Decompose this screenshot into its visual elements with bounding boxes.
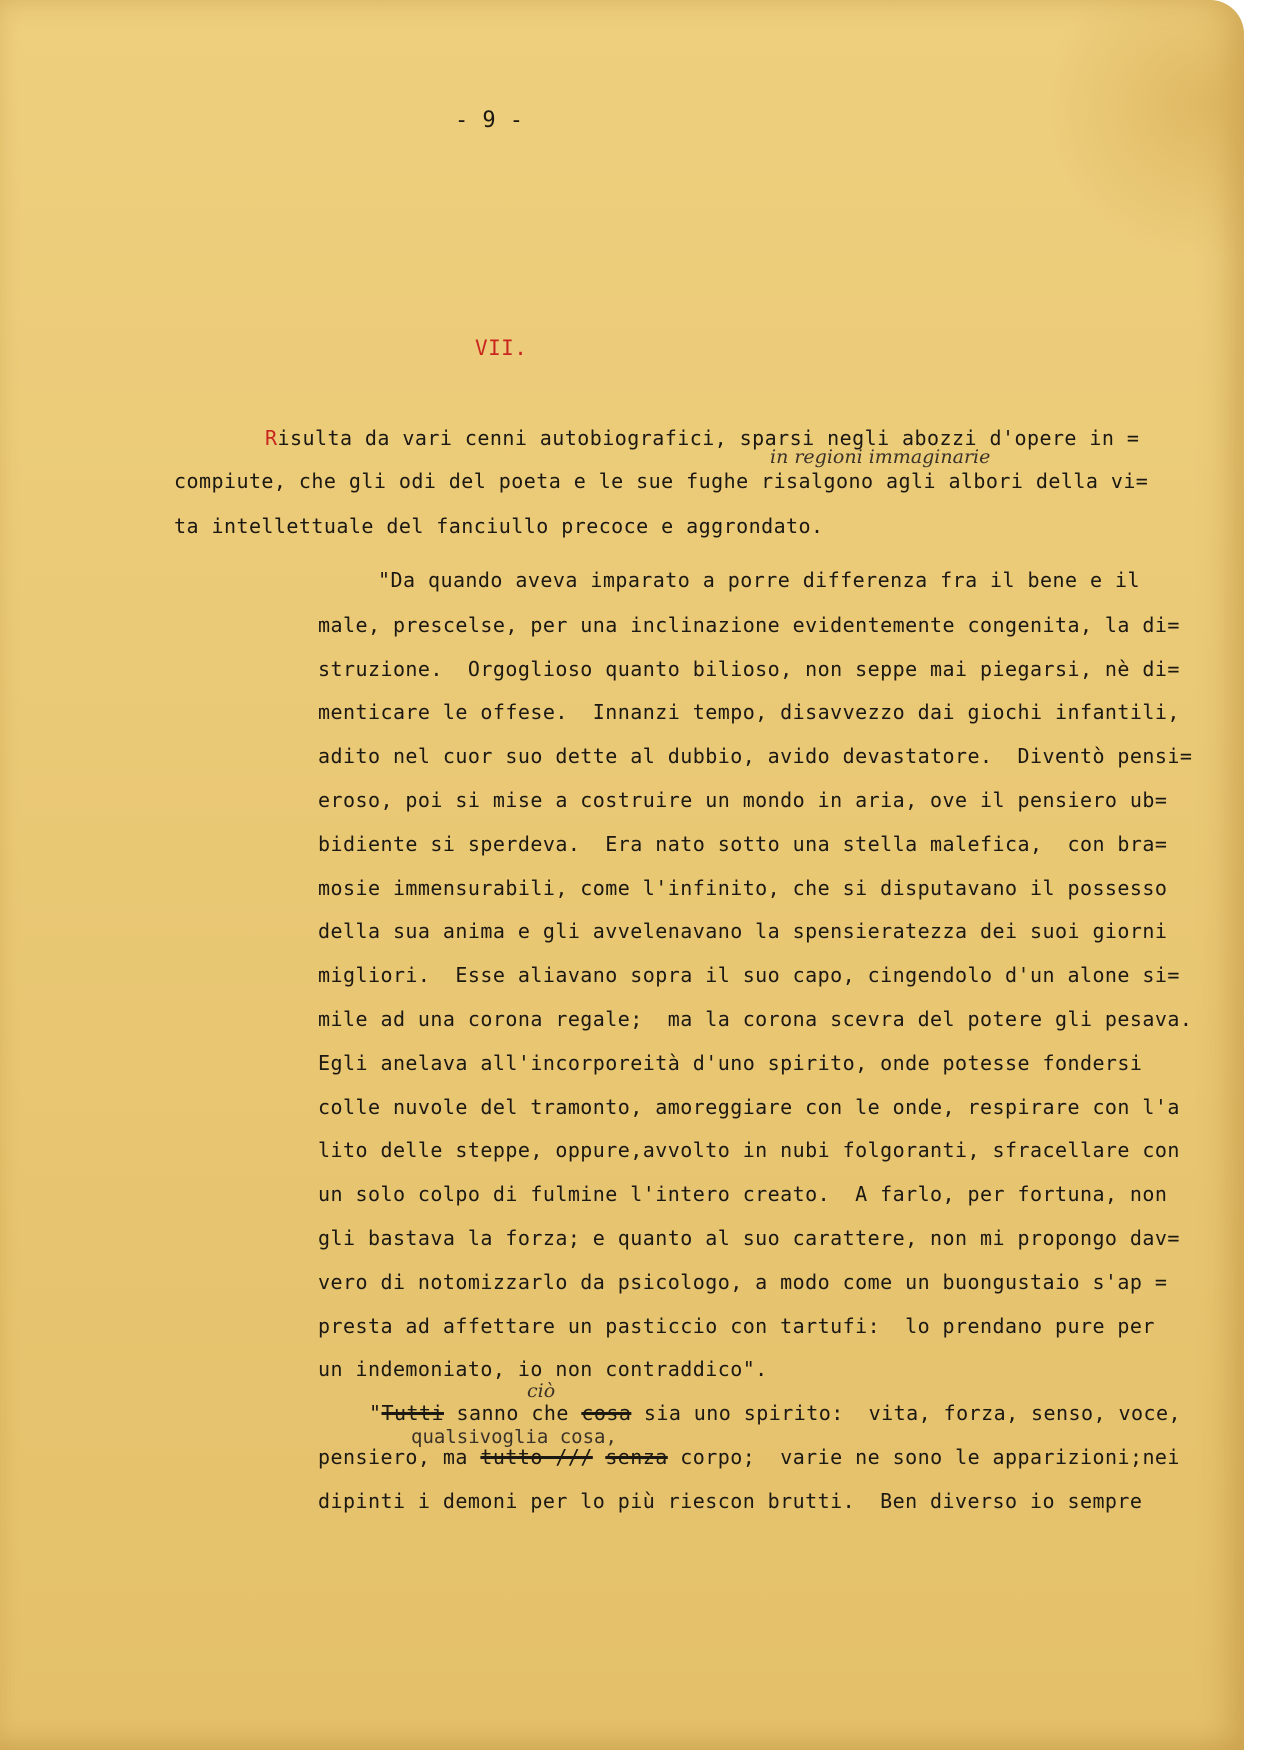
para2-text-b: che — [531, 1401, 582, 1425]
paper-stain — [1044, 0, 1244, 260]
quote-line-1: "Da quando aveva imparato a porre differenza fra il bene e il — [378, 568, 1140, 592]
para2-text-a: sanno — [443, 1401, 532, 1425]
struck-word-cosa: cosa — [581, 1401, 632, 1425]
quote-line-10: migliori. Esse aliavano sopra il suo capo, cingendolo d'un alone si= — [318, 963, 1180, 987]
para2-line-2 — [318, 1447, 1180, 1467]
quote-line-6: eroso, poi si mise a costruire un mondo in aria, ove il pensiero ub= — [318, 788, 1168, 812]
handwritten-insertion-1: in regioni immaginarie — [770, 446, 991, 468]
quote-line-2: male, prescelse, per una inclinazione evidentemente congenita, la di= — [318, 613, 1180, 637]
para2-line-2-c: corpo; varie ne sono le apparizioni;nei — [667, 1445, 1180, 1469]
para2-line-2-b — [593, 1445, 606, 1469]
intro-line-3: ta intellettuale del fanciullo precoce e aggrondato. — [174, 514, 824, 538]
quote-line-15: un solo colpo di fulmine l'intero creato. A farlo, per fortuna, non — [318, 1182, 1168, 1206]
quote-line-5: adito nel cuor suo dette al dubbio, avido devastatore. Diventò pensi= — [318, 744, 1193, 768]
quote-line-9: della sua anima e gli avvelenavano la spensieratezza dei suoi giorni — [318, 919, 1168, 943]
para2-line-1 — [369, 1403, 1181, 1423]
para2-text-c: sia uno spirito: vita, forza, senso, voce, — [631, 1401, 1181, 1425]
struck-word-tutti: Tutti — [381, 1401, 444, 1425]
chapter-heading: VII. — [475, 336, 528, 360]
quote-line-13: colle nuvole del tramonto, amoreggiare con le onde, respirare con l'a — [318, 1095, 1180, 1119]
para2-line-2-a: pensiero, ma — [318, 1445, 481, 1469]
quote-line-17: vero di notomizzarlo da psicologo, a modo come un buongustaio s'ap = — [318, 1270, 1168, 1294]
opening-quote: " — [369, 1401, 382, 1425]
quote-line-18: presta ad affettare un pasticcio con tartufi: lo prendano pure per — [318, 1314, 1155, 1338]
quote-line-3: struzione. Orgoglioso quanto bilioso, non seppe mai piegarsi, nè di= — [318, 657, 1180, 681]
para2-line-3: dipinti i demoni per lo più riescon brutti. Ben diverso io sempre — [318, 1489, 1143, 1513]
red-initial: R — [265, 426, 278, 450]
page-number: - 9 - — [455, 108, 524, 133]
handwritten-insertion-cio: ciò — [527, 1380, 556, 1402]
quote-line-16: gli bastava la forza; e quanto al suo carattere, non mi propongo dav= — [318, 1226, 1180, 1250]
quote-line-8: mosie immensurabili, come l'infinito, che si disputavano il possesso — [318, 876, 1168, 900]
quote-line-12: Egli anelava all'incorporeità d'uno spirito, onde potesse fondersi — [318, 1051, 1143, 1075]
handwritten-insertion-qualsivoglia: qualsivoglia cosa, — [411, 1426, 617, 1448]
intro-line-2: compiute, che gli odi del poeta e le sue fughe risalgono agli albori della vi= — [174, 469, 1149, 493]
intro-line-1 — [265, 428, 1139, 448]
struck-word-tutto: tutto /// — [480, 1445, 593, 1469]
quote-line-14: lito delle steppe, oppure,avvolto in nubi folgoranti, sfracellare con — [318, 1138, 1180, 1162]
quote-line-19: un indemoniato, io non contraddico". — [318, 1357, 768, 1381]
intro-line-1-text: isulta da vari cenni autobiografici, sparsi negli abozzi d'opere in = — [277, 426, 1140, 450]
quote-line-7: bidiente si sperdeva. Era nato sotto una stella malefica, con bra= — [318, 832, 1168, 856]
quote-line-4: menticare le offese. Innanzi tempo, disavvezzo dai giochi infantili, — [318, 700, 1180, 724]
struck-word-senza: senza — [605, 1445, 668, 1469]
quote-line-11: mile ad una corona regale; ma la corona scevra del potere gli pesava. — [318, 1007, 1193, 1031]
